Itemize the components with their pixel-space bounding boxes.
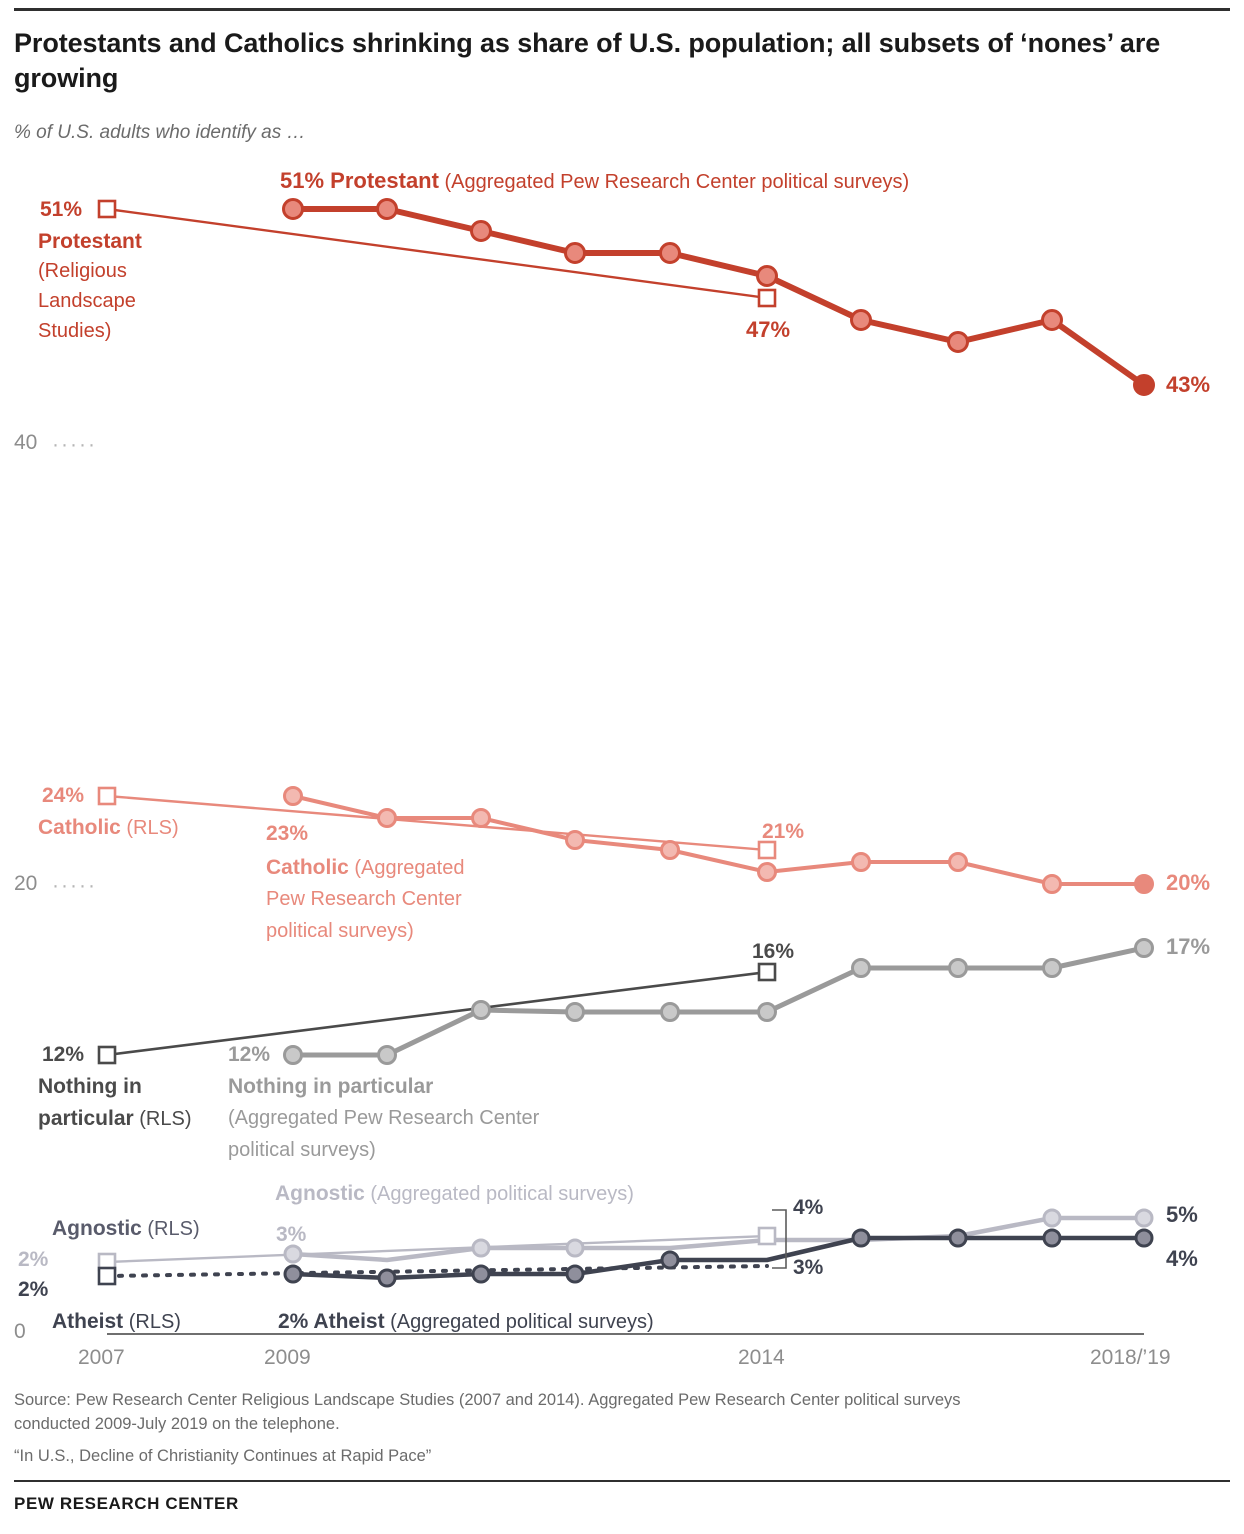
nothing-rls-source: (RLS) <box>133 1108 192 1130</box>
agnostic-aggregated-legend <box>275 1182 634 1206</box>
catholic-aggregated-source3: political surveys) <box>266 920 414 942</box>
source-line-1: Source: Pew Research Center Religious Landscape Studies (2007 and 2014). Aggregated Pew Research Center political surveys <box>14 1391 961 1409</box>
agnostic-rls-end-value: 4% <box>793 1196 824 1219</box>
agnostic-rls-start-value: 2% <box>18 1248 49 1271</box>
series-protestant-aggregated <box>293 209 1144 385</box>
catholic-aggregated-legend <box>266 856 464 880</box>
atheist-rls-start-value: 2% <box>18 1278 49 1301</box>
y-tick-20-dots: ····· <box>52 874 97 897</box>
nothing-rls-label-1: Nothing in <box>38 1075 142 1098</box>
chart-subtitle: % of U.S. adults who identify as … <box>14 122 306 143</box>
atheist-rls-label: Atheist <box>52 1310 124 1333</box>
brand-label: PEW RESEARCH CENTER <box>14 1494 239 1513</box>
protestant-rls-sub2: Landscape <box>38 290 136 312</box>
protestant-aggregated-value: 51% Protestant <box>280 168 439 193</box>
page-title: Protestants and Catholics shrinking as share of U.S. population; all subsets of ‘nones’ are growing <box>14 28 1161 93</box>
source-line-2: conducted 2009-July 2019 on the telephone. <box>14 1414 340 1433</box>
x-tick-2009: 2009 <box>264 1346 311 1369</box>
catholic-aggregated-value: 23% <box>266 822 309 845</box>
agnostic-aggregated-label: Agnostic <box>275 1182 365 1205</box>
x-tick-2014: 2014 <box>738 1346 785 1369</box>
line-chart-svg <box>0 150 1244 1350</box>
protestant-rls-end-value: 47% <box>746 317 791 342</box>
series-nothing-aggregated <box>293 948 1144 1055</box>
markers-nothing-aggregated <box>285 940 1153 1064</box>
catholic-rls-start-value: 24% <box>42 784 85 807</box>
protestant-rls-sub1: (Religious <box>38 260 127 282</box>
protestant-aggregated-end-value: 43% <box>1166 372 1211 397</box>
nothing-rls-start-value: 12% <box>42 1043 85 1066</box>
agnostic-aggregated-end-value: 5% <box>1166 1202 1198 1227</box>
nothing-rls-label-2: particular <box>38 1107 134 1130</box>
y-tick-20: 20 <box>14 872 38 895</box>
catholic-aggregated-source1: (Aggregated <box>348 857 465 879</box>
protestant-aggregated-source: (Aggregated Pew Research Center political surveys) <box>438 171 910 193</box>
y-tick-0: 0 <box>14 1320 26 1343</box>
agnostic-rls-source: (RLS) <box>141 1218 200 1240</box>
nothing-rls-end-value: 16% <box>752 940 795 963</box>
catholic-rls-source: (RLS) <box>120 817 179 839</box>
catholic-aggregated-end-value: 20% <box>1166 870 1211 895</box>
protestant-rls-start-value: 51% <box>40 198 83 221</box>
footer <box>14 1389 1204 1469</box>
atheist-aggregated-end-value: 4% <box>1166 1246 1198 1271</box>
catholic-rls-legend <box>38 816 179 840</box>
protestant-rls-sub3: Studies) <box>38 320 112 342</box>
catholic-rls-label: Catholic <box>38 816 121 839</box>
agnostic-rls-legend <box>52 1217 200 1241</box>
y-tick-40-dots: ····· <box>52 433 97 456</box>
markers-atheist-rls <box>99 1268 115 1284</box>
atheist-rls-end-value: 3% <box>793 1256 824 1279</box>
y-tick-40: 40 <box>14 431 38 454</box>
atheist-aggregated-legend <box>278 1310 654 1334</box>
protestant-aggregated-legend <box>280 168 909 194</box>
nothing-aggregated-value: 12% <box>228 1043 271 1066</box>
catholic-aggregated-source2: Pew Research Center <box>266 888 462 910</box>
agnostic-aggregated-value: 3% <box>276 1223 307 1246</box>
chart-plot-area <box>0 150 1244 1369</box>
x-tick-2007: 2007 <box>78 1346 125 1369</box>
atheist-rls-source: (RLS) <box>123 1311 181 1333</box>
nothing-rls-label-2-wrap <box>38 1107 192 1131</box>
catholic-aggregated-label: Catholic <box>266 856 349 879</box>
nothing-aggregated-source2: political surveys) <box>228 1139 376 1161</box>
protestant-rls-label: Protestant <box>38 230 142 253</box>
agnostic-aggregated-source: (Aggregated political surveys) <box>364 1183 634 1205</box>
top-divider <box>14 8 1230 11</box>
x-tick-2018-19: 2018/’19 <box>1090 1346 1171 1369</box>
nothing-aggregated-source1: (Aggregated Pew Research Center <box>228 1107 540 1129</box>
nothing-aggregated-label: Nothing in particular <box>228 1075 434 1098</box>
bottom-divider <box>14 1480 1230 1482</box>
catholic-rls-end-value: 21% <box>762 820 805 843</box>
agnostic-rls-label: Agnostic <box>52 1217 142 1240</box>
markers-protestant-aggregated <box>284 200 1154 395</box>
source-line-3: “In U.S., Decline of Christianity Continues at Rapid Pace” <box>14 1446 432 1465</box>
nothing-aggregated-end-value: 17% <box>1166 934 1211 959</box>
atheist-rls-legend <box>52 1310 181 1334</box>
atheist-aggregated-source: (Aggregated political surveys) <box>384 1311 654 1333</box>
atheist-aggregated-value: 2% Atheist <box>278 1310 385 1333</box>
